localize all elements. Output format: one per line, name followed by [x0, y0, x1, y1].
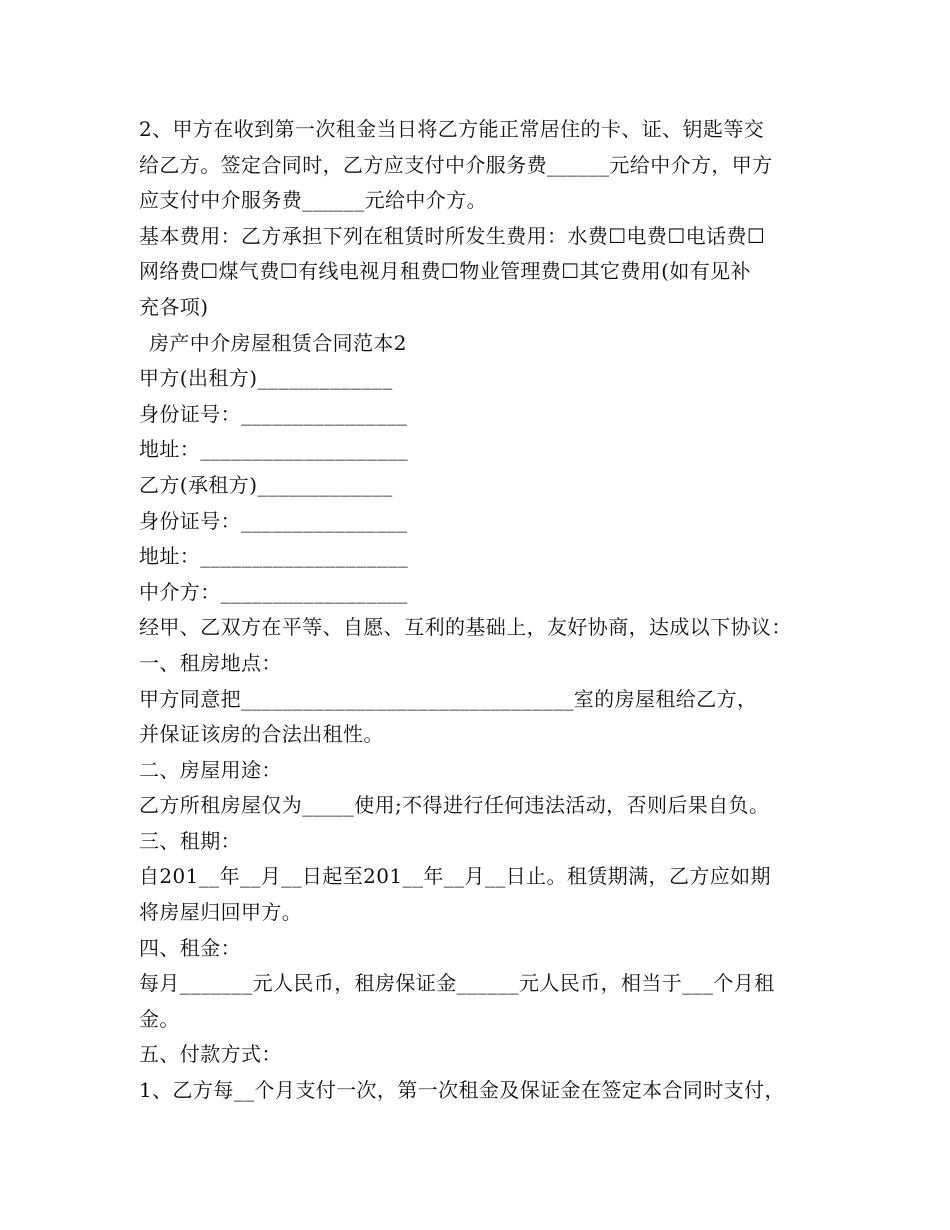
text-line: 网络费☐煤气费☐有线电视月租费☐物业管理费☐其它费用(如有见补: [139, 259, 751, 284]
clause-heading: 五、付款方式：: [139, 1042, 282, 1067]
clause-heading: 三、租期：: [139, 828, 241, 853]
text-line: 将房屋归回甲方。: [139, 900, 303, 925]
text-line: 1、乙方每__个月支付一次，第一次租金及保证金在签定本合同时支付，: [139, 1078, 785, 1103]
clause-heading: 一、租房地点：: [139, 650, 282, 675]
party-a-field: 甲方(出租方)_____________: [139, 366, 393, 391]
party-b-address-field: 地址：____________________: [139, 544, 409, 569]
clause-heading: 四、租金：: [139, 935, 241, 960]
section-title: 房产中介房屋租赁合同范本2: [149, 330, 407, 355]
party-b-field: 乙方(承租方)_____________: [139, 472, 393, 497]
party-a-id-field: 身份证号：________________: [139, 401, 408, 426]
clause-heading: 二、房屋用途：: [139, 757, 282, 782]
text-line: 金。: [139, 1006, 180, 1031]
text-line: 基本费用：乙方承担下列在租赁时所发生费用：水费☐电费☐电话费☐: [139, 223, 766, 248]
text-line: 自201__年__月__日起至201__年__月__日止。租赁期满，乙方应如期: [139, 864, 771, 889]
agent-field: 中介方：__________________: [139, 579, 408, 604]
text-line: 经甲、乙双方在平等、自愿、互利的基础上，友好协商，达成以下协议：: [139, 615, 792, 640]
text-line: 乙方所租房屋仅为_____使用;不得进行任何违法活动，否则后果自负。: [139, 793, 770, 818]
document-page: [139, 112, 829, 1109]
text-line: 并保证该房的合法出租性。: [139, 722, 384, 747]
text-line: 2、甲方在收到第一次租金当日将乙方能正常居住的卡、证、钥匙等交: [139, 117, 765, 141]
party-a-address-field: 地址：____________________: [139, 437, 409, 462]
party-b-id-field: 身份证号：________________: [139, 508, 408, 533]
text-line: 给乙方。签定合同时，乙方应支付中介服务费______元给中介方，甲方: [139, 152, 773, 177]
text-line: 每月_______元人民币，租房保证金______元人民币，相当于___个月租: [139, 971, 775, 996]
text-line: 甲方同意把________________________________室的房屋租给乙方，: [139, 686, 758, 711]
text-line: 应支付中介服务费______元给中介方。: [139, 188, 487, 213]
text-line: 充各项): [139, 294, 209, 319]
